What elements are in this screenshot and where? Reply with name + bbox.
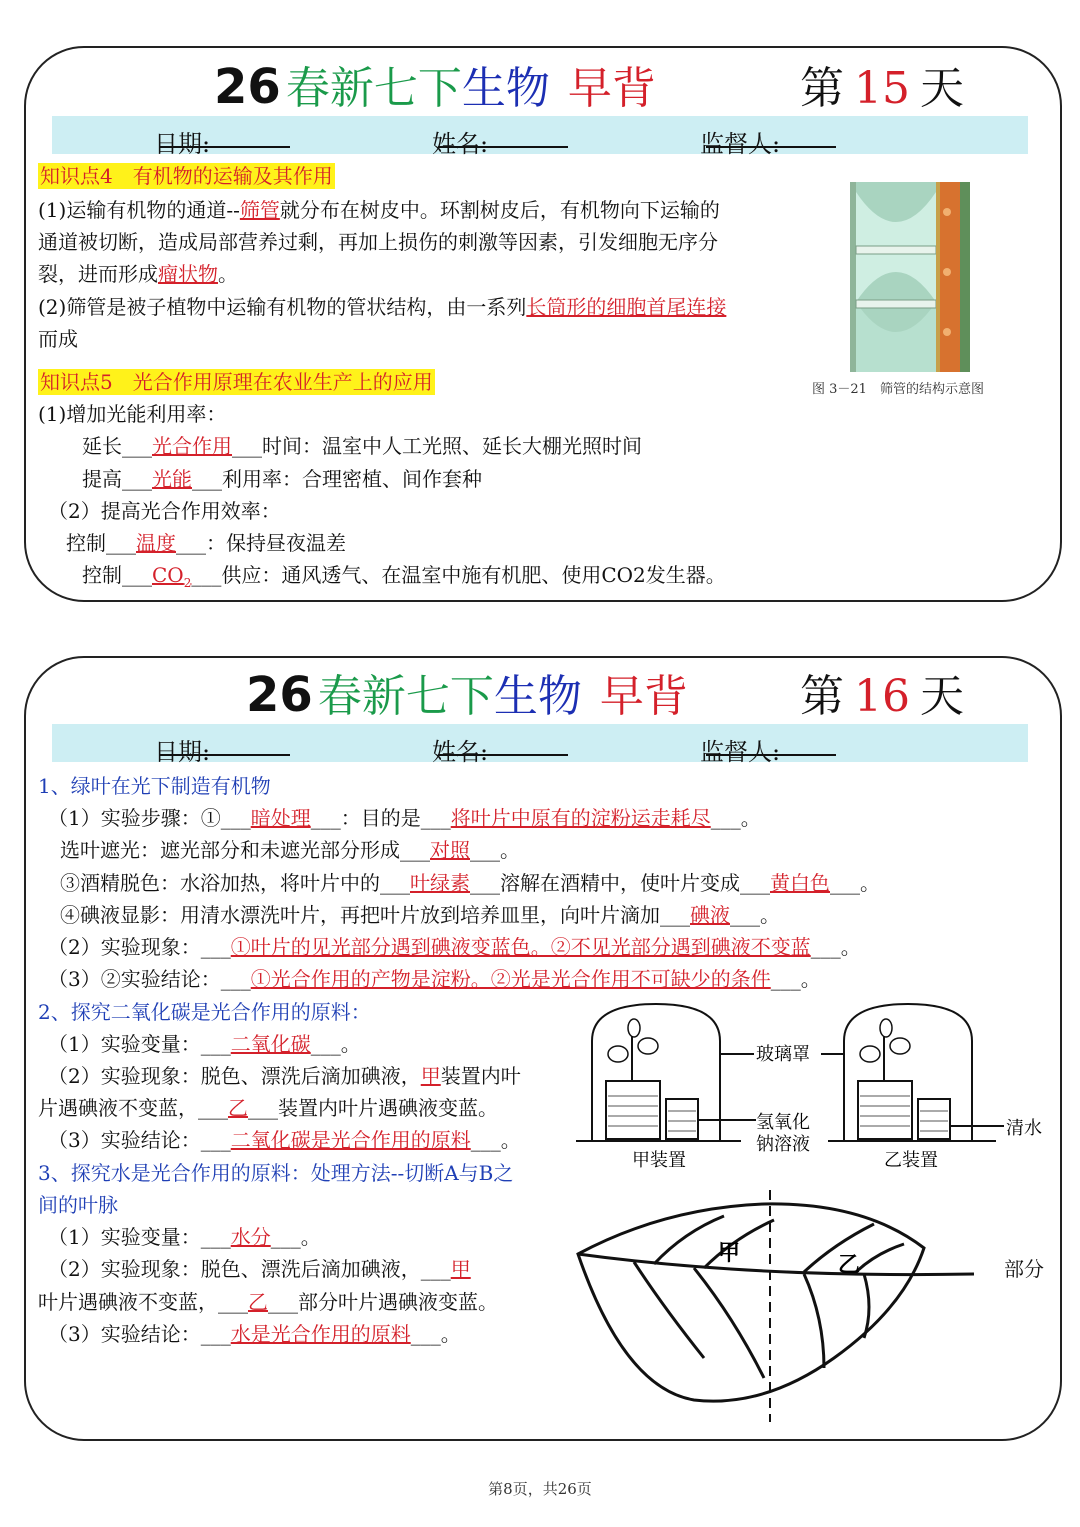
kp5-line3: 提高___光能___利用率：合理密植、间作套种: [82, 467, 482, 491]
sieve-tube-illustration: [850, 182, 970, 372]
kp4-line4: (2)筛管是被子植物中运输有机物的管状结构，由一系列长筒形的细胞首尾连接: [38, 295, 727, 319]
kp5-line4: （2）提高光合作用效率：: [48, 499, 281, 523]
kp5-line1: (1)增加光能利用率：: [38, 402, 227, 426]
day15-title: 26 春新七下生物 早背: [214, 59, 656, 115]
leaf-part-a-label: 甲: [718, 1240, 741, 1266]
kp5-line6: 控制$\_\_\_CO_2\_\_\_$供应：通风透气、在温室中施有机肥、使用CO2发生器。: [82, 563, 726, 590]
device-a-label: 甲装置: [632, 1150, 686, 1171]
kp5-heading: 知识点5 光合作用原理在农业生产上的应用: [40, 370, 433, 394]
date-blank[interactable]: [160, 732, 290, 756]
glass-cover-label: 玻璃罩: [756, 1044, 810, 1065]
page-footer: 第8页，共26页: [488, 1480, 592, 1498]
date-blank[interactable]: [160, 124, 290, 148]
s1-line2: 选叶遮光：遮光部分和未遮光部分形成___对照___。: [60, 838, 520, 862]
s2-line4: （3）实验结论：___二氧化碳是光合作用的原料___。: [48, 1128, 521, 1152]
s3-heading-1: 3、探究水是光合作用的原料：处理方法--切断A与B之: [38, 1161, 514, 1185]
kp5-line5: 控制___温度___：保持昼夜温差: [66, 531, 346, 555]
s1-line1: （1）实验步骤：①___暗处理___：目的是___将叶片中原有的淀粉运走耗尽___。: [48, 806, 761, 830]
s2-line2: （2）实验现象：脱色、漂洗后滴加碘液，甲装置内叶: [48, 1064, 521, 1088]
kp5-line2: 延长___光合作用___时间：温室中人工光照、延长大棚光照时间: [82, 434, 642, 458]
name-blank[interactable]: [438, 732, 568, 756]
kp4-line5: 而成: [38, 327, 78, 351]
day15-label: 第 15 天: [800, 63, 964, 114]
s3-line2: （2）实验现象：脱色、漂洗后滴加碘液，___甲: [48, 1257, 471, 1281]
s1-line3: ③酒精脱色：水浴加热，将叶片中的___叶绿素___溶解在酒精中，使叶片变成___黄白色___。: [60, 871, 880, 895]
naoh-label-1: 氢氧化: [756, 1112, 810, 1133]
s2-line1: （1）实验变量：___二氧化碳___。: [48, 1032, 361, 1056]
kp4-line1: (1)运输有机物的通道--筛管就分布在树皮中。环割树皮后，有机物向下运输的: [38, 198, 720, 222]
s3-line2-tail: 部分: [1004, 1257, 1044, 1281]
day16-title: 26 春新七下生物 早背: [246, 667, 688, 723]
s2-heading: 2、探究二氧化碳是光合作用的原料：: [38, 1000, 371, 1024]
s1-line6: （3）②实验结论：___①光合作用的产物是淀粉。②光是光合作用不可缺少的条件___。: [48, 967, 821, 991]
s3-line3: 叶片遇碘液不变蓝，___乙___部分叶片遇碘液变蓝。: [38, 1290, 498, 1314]
naoh-label-2: 钠溶液: [756, 1134, 810, 1155]
s3-line4: （3）实验结论：___水是光合作用的原料___。: [48, 1322, 461, 1346]
s3-heading-2: 间的叶脉: [38, 1193, 118, 1217]
supervisor-blank[interactable]: [706, 732, 836, 756]
leaf-vein-diagram: [574, 1188, 978, 1424]
kp4-line3: 裂，进而形成瘤状物。: [38, 262, 238, 286]
water-label: 清水: [1006, 1118, 1042, 1139]
co2-apparatus-diagram: [576, 996, 1056, 1176]
s1-line4: ④碘液显影：用清水漂洗叶片，再把叶片放到培养皿里，向叶片滴加___碘液___。: [60, 903, 780, 927]
kp4-line2: 通道被切断，造成局部营养过剩，再加上损伤的刺激等因素，引发细胞无序分: [38, 230, 718, 254]
name-blank[interactable]: [438, 124, 568, 148]
sieve-tube-caption: 图 3－21 筛管的结构示意图: [812, 382, 984, 397]
day15-info-bar: 日期: 姓名: 监督人:: [52, 116, 1028, 154]
kp4-heading: 知识点4 有机物的运输及其作用: [40, 164, 333, 188]
day16-label: 第 16 天: [800, 671, 964, 722]
s1-line5: （2）实验现象：___①叶片的见光部分遇到碘液变蓝色。②不见光部分遇到碘液不变蓝___。: [48, 935, 861, 959]
s1-heading: 1、绿叶在光下制造有机物: [38, 774, 271, 798]
s2-line3: 片遇碘液不变蓝，___乙___装置内叶片遇碘液变蓝。: [38, 1096, 498, 1120]
s3-line1: （1）实验变量：___水分___。: [48, 1225, 321, 1249]
day16-info-bar: 日期: 姓名: 监督人:: [52, 724, 1028, 762]
device-b-label: 乙装置: [884, 1150, 938, 1171]
leaf-part-b-label: 乙: [838, 1252, 861, 1278]
supervisor-blank[interactable]: [706, 124, 836, 148]
